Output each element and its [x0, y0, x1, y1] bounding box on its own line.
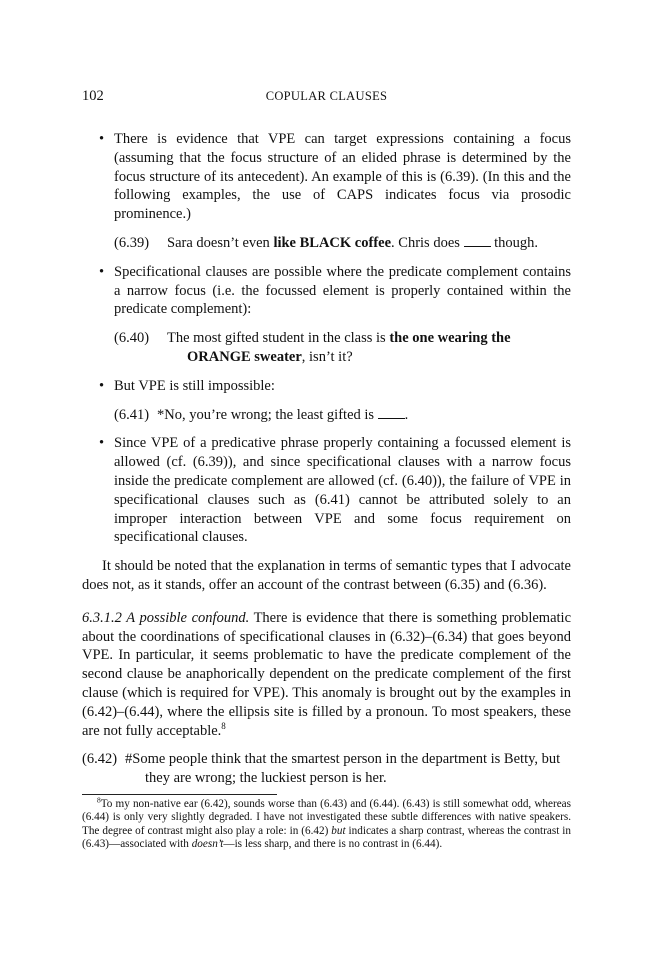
- bullet-icon: •: [99, 435, 105, 452]
- section-heading: 6.3.1.2 A possible confound.: [82, 609, 250, 626]
- page-header: [82, 88, 571, 108]
- footnote-text: —is less sharp, and there is no contrast in (6.44).: [223, 838, 443, 851]
- footnote-text: To my non-native ear (6.42), sounds worse than (6.43) and (6.44). (6.43) is still somewhat odd, whereas (6.44) is only very slightly degraded. I have not investigated these subtle differences with native speakers. The degree of contrast might also play a role: in (6.42): [82, 797, 571, 837]
- example-6-39: [114, 234, 571, 253]
- example-bold-text: the one wearing the ORANGE sweater: [187, 330, 511, 365]
- page-body: [82, 130, 571, 852]
- footnote-italic: doesn’t: [191, 838, 224, 851]
- example-6-42: [82, 750, 571, 788]
- example-6-41: [114, 406, 571, 425]
- example-text: .: [404, 406, 409, 423]
- example-number: (6.39): [114, 234, 150, 251]
- bullet-text: Specificational clauses are possible where the predicate complement contains a narrow focus (i.e. the focussed element is properly contained within the predicate complement):: [114, 263, 571, 318]
- paragraph: It should be noted that the explanation in terms of semantic types that I advocate does not, as it stands, offer an account of the contrast between (6.35) and (6.36).: [82, 558, 571, 593]
- footnote: [82, 795, 571, 852]
- bullet-item: [82, 263, 571, 319]
- footnote-rule: [82, 794, 277, 795]
- bullet-text: Since VPE of a predicative phrase properly containing a focussed element is allowed (cf. (6.39)), and since specificational clauses with a narrow focus inside the predicate complement are allowed (cf. (6.40)), the failure of VPE in specificational clauses such as (6.41) cannot be attributed solely to an improper interaction between VPE and some focus requirement on specificational clauses.: [114, 435, 571, 546]
- footnote-mark: 8: [97, 795, 101, 805]
- bullet-icon: •: [99, 131, 105, 147]
- example-text: *No, you’re wrong; the least gifted is: [157, 406, 378, 423]
- ellipsis-blank: [464, 234, 491, 247]
- example-text: . Chris does: [391, 234, 464, 251]
- bullet-item: [82, 130, 571, 224]
- example-text: though.: [490, 234, 539, 251]
- ellipsis-blank: [378, 406, 405, 419]
- example-text: The most gifted student in the class is: [167, 330, 390, 347]
- footnote-italic: but: [331, 824, 346, 837]
- bullet-icon: •: [99, 263, 105, 280]
- example-6-40: [114, 329, 571, 367]
- example-text: #Some people think that the smartest person in the department is Betty, but they are wrong; the luckiest person is her.: [125, 751, 561, 787]
- example-number: (6.41): [114, 406, 150, 423]
- bullet-icon: •: [99, 377, 105, 394]
- footnote-reference: 8: [221, 720, 226, 731]
- bullet-text: There is evidence that VPE can target expressions containing a focus (assuming that the focus structure of an elided phrase is determined by the focus structure of its antecedent). An example of this is (6.39). (In this and the following examples, the use of CAPS indicates focus via prosodic prominence.): [114, 131, 571, 223]
- page-number: 102: [82, 88, 104, 104]
- page: [82, 88, 571, 852]
- bullet-text: But VPE is still impossible:: [114, 377, 275, 394]
- footnote-text: indicates a sharp contrast, whereas the contrast in (6.43)—associated with: [82, 824, 571, 851]
- section-text: There is evidence that there is something problematic about the coordinations of specificational clauses in (6.32)–(6.34) that goes beyond VPE. In particular, it seems problematic to have the predicate complement of the second clause be anaphorically dependent on the predicate complement of the first clause (which is required for VPE). This anomaly is brought out by the examples in (6.42)–(6.44), where the ellipsis site is filled by a pronoun. To most speakers, these are not fully acceptable.: [82, 609, 571, 739]
- example-text: Sara doesn’t even: [167, 234, 274, 251]
- example-bold-text: like BLACK coffee: [273, 234, 392, 251]
- section-paragraph: [82, 609, 571, 741]
- example-number: (6.40): [114, 330, 150, 347]
- example-text: , isn’t it?: [301, 348, 353, 365]
- bullet-item: [82, 434, 571, 547]
- running-head: COPULAR CLAUSES: [265, 89, 388, 103]
- bullet-item: [82, 377, 571, 396]
- example-number: (6.42): [82, 751, 118, 768]
